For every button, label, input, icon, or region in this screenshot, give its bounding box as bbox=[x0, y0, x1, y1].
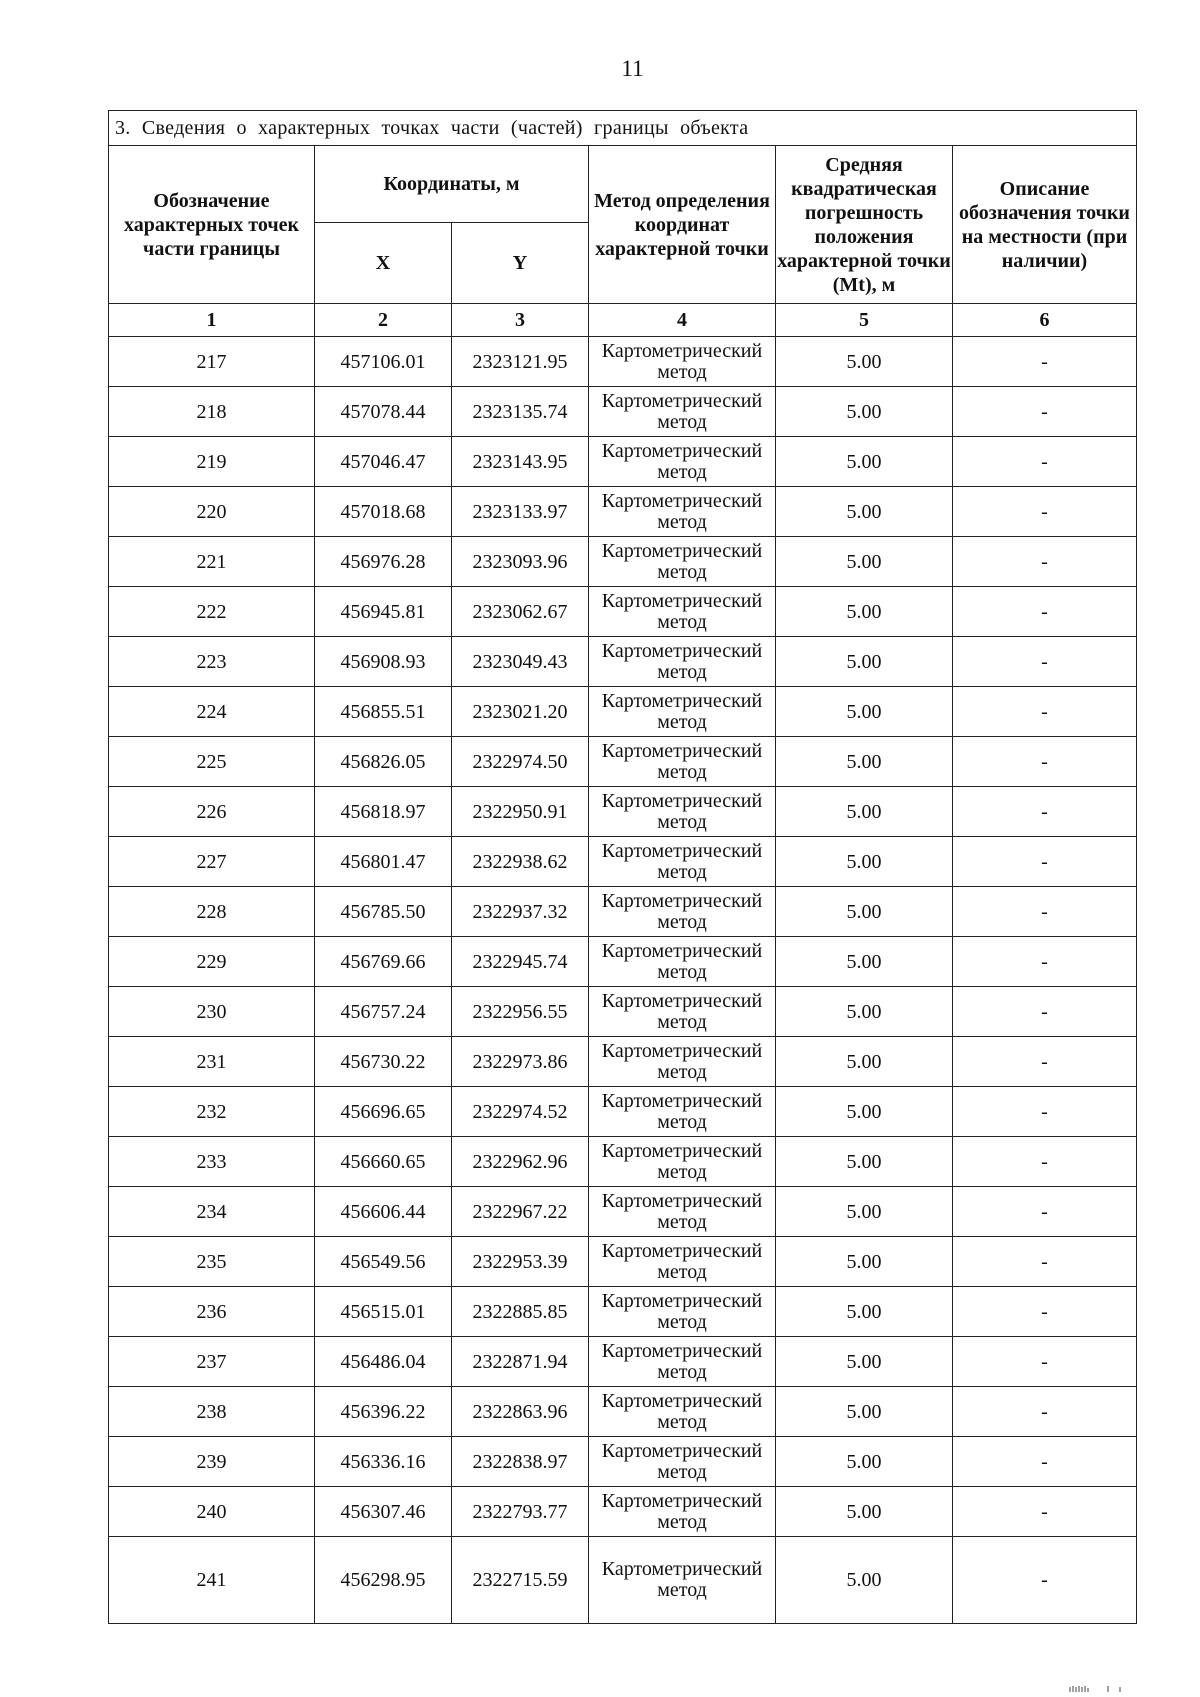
method-line: метод bbox=[657, 1310, 707, 1333]
cell-point-id: 217 bbox=[109, 337, 315, 387]
table-row bbox=[109, 487, 1137, 537]
section-title: 3. Сведения о характерных точках части (частей) границы объекта bbox=[109, 111, 1137, 146]
table-row bbox=[109, 987, 1137, 1037]
method-line: метод bbox=[657, 760, 707, 783]
cell-error: 5.00 bbox=[776, 937, 953, 987]
column-number: 5 bbox=[776, 304, 953, 337]
cell-y: 2322962.96 bbox=[452, 1137, 589, 1187]
method-line: Картометрический bbox=[601, 839, 763, 862]
cell-error: 5.00 bbox=[776, 1137, 953, 1187]
cell-description: - bbox=[953, 937, 1137, 987]
cell-point-id: 229 bbox=[109, 937, 315, 987]
table-row bbox=[109, 1037, 1137, 1087]
method-line: метод bbox=[657, 1510, 707, 1533]
table-row bbox=[109, 937, 1137, 987]
header-y: Y bbox=[452, 223, 589, 304]
method-line: метод bbox=[657, 1110, 707, 1133]
cell-description: - bbox=[953, 1337, 1137, 1387]
cell-x: 456945.81 bbox=[315, 587, 452, 637]
method-line: Картометрический bbox=[601, 1239, 763, 1262]
cell-method bbox=[589, 337, 776, 387]
cell-x: 456801.47 bbox=[315, 837, 452, 887]
column-number: 1 bbox=[109, 304, 315, 337]
cell-point-id: 218 bbox=[109, 387, 315, 437]
cell-x: 456769.66 bbox=[315, 937, 452, 987]
cell-method bbox=[589, 837, 776, 887]
cell-error: 5.00 bbox=[776, 1437, 953, 1487]
cell-y: 2322967.22 bbox=[452, 1187, 589, 1237]
cell-description: - bbox=[953, 837, 1137, 887]
cell-point-id: 226 bbox=[109, 787, 315, 837]
cell-x: 456785.50 bbox=[315, 887, 452, 937]
method-line: Картометрический bbox=[601, 689, 763, 712]
cell-description: - bbox=[953, 337, 1137, 387]
cell-point-id: 223 bbox=[109, 637, 315, 687]
method-line: метод bbox=[657, 710, 707, 733]
header-coordinates: Координаты, м bbox=[315, 146, 589, 223]
cell-y: 2323093.96 bbox=[452, 537, 589, 587]
cell-error: 5.00 bbox=[776, 337, 953, 387]
table-row bbox=[109, 437, 1137, 487]
table-row bbox=[109, 1137, 1137, 1187]
method-line: метод bbox=[657, 910, 707, 933]
cell-y: 2322974.50 bbox=[452, 737, 589, 787]
cell-method bbox=[589, 1037, 776, 1087]
cell-x: 456660.65 bbox=[315, 1137, 452, 1187]
cell-error: 5.00 bbox=[776, 1487, 953, 1537]
cell-point-id: 234 bbox=[109, 1187, 315, 1237]
cell-x: 456307.46 bbox=[315, 1487, 452, 1537]
cell-y: 2323135.74 bbox=[452, 387, 589, 437]
cell-y: 2322973.86 bbox=[452, 1037, 589, 1087]
cell-point-id: 236 bbox=[109, 1287, 315, 1337]
cell-method bbox=[589, 587, 776, 637]
cell-x: 456696.65 bbox=[315, 1087, 452, 1137]
cell-method bbox=[589, 487, 776, 537]
cell-description: - bbox=[953, 1137, 1137, 1187]
table-row bbox=[109, 1087, 1137, 1137]
cell-error: 5.00 bbox=[776, 537, 953, 587]
column-number: 4 bbox=[589, 304, 776, 337]
cell-point-id: 238 bbox=[109, 1387, 315, 1437]
cell-method bbox=[589, 1237, 776, 1287]
table-row bbox=[109, 387, 1137, 437]
cell-x: 456336.16 bbox=[315, 1437, 452, 1487]
cell-error: 5.00 bbox=[776, 987, 953, 1037]
cell-error: 5.00 bbox=[776, 487, 953, 537]
cell-method bbox=[589, 1137, 776, 1187]
method-line: Картометрический bbox=[601, 989, 763, 1012]
cell-error: 5.00 bbox=[776, 1387, 953, 1437]
table-row bbox=[109, 587, 1137, 637]
cell-x: 456757.24 bbox=[315, 987, 452, 1037]
method-line: Картометрический bbox=[601, 439, 763, 462]
cell-error: 5.00 bbox=[776, 1187, 953, 1237]
cell-description: - bbox=[953, 1487, 1137, 1537]
cell-description: - bbox=[953, 687, 1137, 737]
cell-x: 456976.28 bbox=[315, 537, 452, 587]
cell-description: - bbox=[953, 1087, 1137, 1137]
column-number: 2 bbox=[315, 304, 452, 337]
cell-point-id: 224 bbox=[109, 687, 315, 737]
method-line: Картометрический bbox=[601, 1139, 763, 1162]
cell-point-id: 225 bbox=[109, 737, 315, 787]
cell-x: 456730.22 bbox=[315, 1037, 452, 1087]
cell-error: 5.00 bbox=[776, 687, 953, 737]
column-number: 3 bbox=[452, 304, 589, 337]
header-method: Метод определения координат характерной точки bbox=[589, 146, 776, 304]
cell-method bbox=[589, 1087, 776, 1137]
cell-error: 5.00 bbox=[776, 1537, 953, 1624]
header-error: Средняя квадратическая погрешность положения характерной точки (Mt), м bbox=[776, 146, 953, 304]
section-title-row bbox=[109, 111, 1137, 146]
cell-description: - bbox=[953, 1437, 1137, 1487]
cell-error: 5.00 bbox=[776, 1287, 953, 1337]
method-line: Картометрический bbox=[601, 789, 763, 812]
cell-x: 456396.22 bbox=[315, 1387, 452, 1437]
cell-description: - bbox=[953, 1037, 1137, 1087]
table-row bbox=[109, 537, 1137, 587]
method-line: метод bbox=[657, 1060, 707, 1083]
cell-method bbox=[589, 1287, 776, 1337]
cell-point-id: 221 bbox=[109, 537, 315, 587]
cell-error: 5.00 bbox=[776, 637, 953, 687]
cell-point-id: 237 bbox=[109, 1337, 315, 1387]
cell-x: 457018.68 bbox=[315, 487, 452, 537]
method-line: Картометрический bbox=[601, 1189, 763, 1212]
cell-description: - bbox=[953, 487, 1137, 537]
cell-error: 5.00 bbox=[776, 437, 953, 487]
cell-x: 456515.01 bbox=[315, 1287, 452, 1337]
cell-y: 2322938.62 bbox=[452, 837, 589, 887]
header-designation: Обозначение характерных точек части границы bbox=[109, 146, 315, 304]
cell-y: 2322793.77 bbox=[452, 1487, 589, 1537]
cell-x: 457106.01 bbox=[315, 337, 452, 387]
table-row bbox=[109, 1387, 1137, 1437]
cell-point-id: 240 bbox=[109, 1487, 315, 1537]
method-line: метод bbox=[657, 460, 707, 483]
cell-error: 5.00 bbox=[776, 837, 953, 887]
cell-point-id: 231 bbox=[109, 1037, 315, 1087]
cell-method bbox=[589, 1387, 776, 1437]
method-line: метод bbox=[657, 1460, 707, 1483]
method-line: Картометрический bbox=[601, 539, 763, 562]
method-line: Картометрический bbox=[601, 489, 763, 512]
scan-mark bbox=[1068, 1684, 1128, 1694]
cell-method bbox=[589, 1437, 776, 1487]
cell-y: 2322863.96 bbox=[452, 1387, 589, 1437]
cell-y: 2323021.20 bbox=[452, 687, 589, 737]
cell-point-id: 230 bbox=[109, 987, 315, 1037]
method-line: метод bbox=[657, 1010, 707, 1033]
cell-y: 2322838.97 bbox=[452, 1437, 589, 1487]
cell-point-id: 228 bbox=[109, 887, 315, 937]
method-line: Картометрический bbox=[601, 339, 763, 362]
table-row bbox=[109, 1537, 1137, 1624]
cell-x: 456818.97 bbox=[315, 787, 452, 837]
method-line: метод bbox=[657, 1260, 707, 1283]
cell-description: - bbox=[953, 787, 1137, 837]
cell-point-id: 219 bbox=[109, 437, 315, 487]
cell-point-id: 227 bbox=[109, 837, 315, 887]
method-line: метод bbox=[657, 1160, 707, 1183]
cell-y: 2323143.95 bbox=[452, 437, 589, 487]
cell-x: 456826.05 bbox=[315, 737, 452, 787]
table-row bbox=[109, 737, 1137, 787]
header-x: X bbox=[315, 223, 452, 304]
cell-point-id: 241 bbox=[109, 1537, 315, 1624]
method-line: метод bbox=[657, 1360, 707, 1383]
method-line: Картометрический bbox=[601, 1039, 763, 1062]
cell-error: 5.00 bbox=[776, 1237, 953, 1287]
column-number-row bbox=[109, 304, 1137, 337]
method-line: метод bbox=[657, 960, 707, 983]
cell-method bbox=[589, 387, 776, 437]
method-line: метод bbox=[657, 1579, 707, 1601]
cell-x: 456486.04 bbox=[315, 1337, 452, 1387]
cell-x: 456298.95 bbox=[315, 1537, 452, 1624]
header-description: Описание обозначения точки на местности (при наличии) bbox=[953, 146, 1137, 304]
cell-error: 5.00 bbox=[776, 1037, 953, 1087]
method-line: метод bbox=[657, 360, 707, 383]
cell-y: 2322945.74 bbox=[452, 937, 589, 987]
cell-y: 2322974.52 bbox=[452, 1087, 589, 1137]
cell-method bbox=[589, 937, 776, 987]
cell-description: - bbox=[953, 1537, 1137, 1624]
cell-y: 2323062.67 bbox=[452, 587, 589, 637]
cell-point-id: 222 bbox=[109, 587, 315, 637]
cell-description: - bbox=[953, 437, 1137, 487]
cell-x: 456549.56 bbox=[315, 1237, 452, 1287]
cell-method bbox=[589, 1537, 776, 1624]
cell-point-id: 220 bbox=[109, 487, 315, 537]
table-row bbox=[109, 1487, 1137, 1537]
table-row bbox=[109, 887, 1137, 937]
method-line: Картометрический bbox=[601, 1089, 763, 1112]
cell-point-id: 233 bbox=[109, 1137, 315, 1187]
cell-method bbox=[589, 1487, 776, 1537]
cell-error: 5.00 bbox=[776, 1337, 953, 1387]
method-line: Картометрический bbox=[601, 1558, 763, 1580]
cell-point-id: 235 bbox=[109, 1237, 315, 1287]
table-row bbox=[109, 1237, 1137, 1287]
cell-x: 456855.51 bbox=[315, 687, 452, 737]
method-line: метод bbox=[657, 810, 707, 833]
table-row bbox=[109, 637, 1137, 687]
method-line: метод bbox=[657, 1410, 707, 1433]
table-row bbox=[109, 1187, 1137, 1237]
cell-y: 2322953.39 bbox=[452, 1237, 589, 1287]
cell-error: 5.00 bbox=[776, 887, 953, 937]
table-row bbox=[109, 1287, 1137, 1337]
cell-x: 457046.47 bbox=[315, 437, 452, 487]
cell-error: 5.00 bbox=[776, 737, 953, 787]
method-line: Картометрический bbox=[601, 1339, 763, 1362]
cell-method bbox=[589, 737, 776, 787]
cell-method bbox=[589, 1187, 776, 1237]
cell-error: 5.00 bbox=[776, 587, 953, 637]
method-line: метод bbox=[657, 560, 707, 583]
cell-description: - bbox=[953, 387, 1137, 437]
cell-description: - bbox=[953, 887, 1137, 937]
cell-y: 2322871.94 bbox=[452, 1337, 589, 1387]
table-row bbox=[109, 1437, 1137, 1487]
cell-x: 456606.44 bbox=[315, 1187, 452, 1237]
method-line: метод bbox=[657, 610, 707, 633]
cell-error: 5.00 bbox=[776, 387, 953, 437]
cell-description: - bbox=[953, 987, 1137, 1037]
cell-error: 5.00 bbox=[776, 787, 953, 837]
method-line: метод bbox=[657, 410, 707, 433]
cell-point-id: 232 bbox=[109, 1087, 315, 1137]
method-line: метод bbox=[657, 1210, 707, 1233]
method-line: Картометрический bbox=[601, 389, 763, 412]
cell-y: 2322950.91 bbox=[452, 787, 589, 837]
cell-method bbox=[589, 987, 776, 1037]
cell-x: 456908.93 bbox=[315, 637, 452, 687]
cell-y: 2323121.95 bbox=[452, 337, 589, 387]
method-line: Картометрический bbox=[601, 1389, 763, 1412]
table-row bbox=[109, 337, 1137, 387]
cell-x: 457078.44 bbox=[315, 387, 452, 437]
header-row bbox=[109, 146, 1137, 223]
cell-description: - bbox=[953, 1387, 1137, 1437]
cell-error: 5.00 bbox=[776, 1087, 953, 1137]
cell-description: - bbox=[953, 1287, 1137, 1337]
method-line: метод bbox=[657, 860, 707, 883]
method-line: метод bbox=[657, 510, 707, 533]
cell-method bbox=[589, 1337, 776, 1387]
cell-method bbox=[589, 887, 776, 937]
cell-method bbox=[589, 437, 776, 487]
cell-method bbox=[589, 787, 776, 837]
cell-description: - bbox=[953, 737, 1137, 787]
method-line: Картометрический bbox=[601, 589, 763, 612]
table-row bbox=[109, 787, 1137, 837]
table-body bbox=[109, 337, 1137, 1624]
method-line: Картометрический bbox=[601, 1439, 763, 1462]
method-line: метод bbox=[657, 660, 707, 683]
table-row bbox=[109, 687, 1137, 737]
cell-method bbox=[589, 637, 776, 687]
table-row bbox=[109, 1337, 1137, 1387]
cell-y: 2322715.59 bbox=[452, 1537, 589, 1624]
cell-y: 2322885.85 bbox=[452, 1287, 589, 1337]
cell-point-id: 239 bbox=[109, 1437, 315, 1487]
method-line: Картометрический bbox=[601, 1489, 763, 1512]
cell-description: - bbox=[953, 1187, 1137, 1237]
cell-method bbox=[589, 537, 776, 587]
cell-y: 2322956.55 bbox=[452, 987, 589, 1037]
method-line: Картометрический bbox=[601, 639, 763, 662]
characteristic-points-table bbox=[108, 110, 1137, 1624]
cell-description: - bbox=[953, 637, 1137, 687]
method-line: Картометрический bbox=[601, 739, 763, 762]
method-line: Картометрический bbox=[601, 1289, 763, 1312]
cell-description: - bbox=[953, 587, 1137, 637]
cell-description: - bbox=[953, 537, 1137, 587]
method-line: Картометрический bbox=[601, 889, 763, 912]
cell-description: - bbox=[953, 1237, 1137, 1287]
cell-method bbox=[589, 687, 776, 737]
method-line: Картометрический bbox=[601, 939, 763, 962]
cell-y: 2323049.43 bbox=[452, 637, 589, 687]
column-number: 6 bbox=[953, 304, 1137, 337]
cell-y: 2322937.32 bbox=[452, 887, 589, 937]
cell-y: 2323133.97 bbox=[452, 487, 589, 537]
table-row bbox=[109, 837, 1137, 887]
page-number: 11 bbox=[621, 56, 644, 81]
